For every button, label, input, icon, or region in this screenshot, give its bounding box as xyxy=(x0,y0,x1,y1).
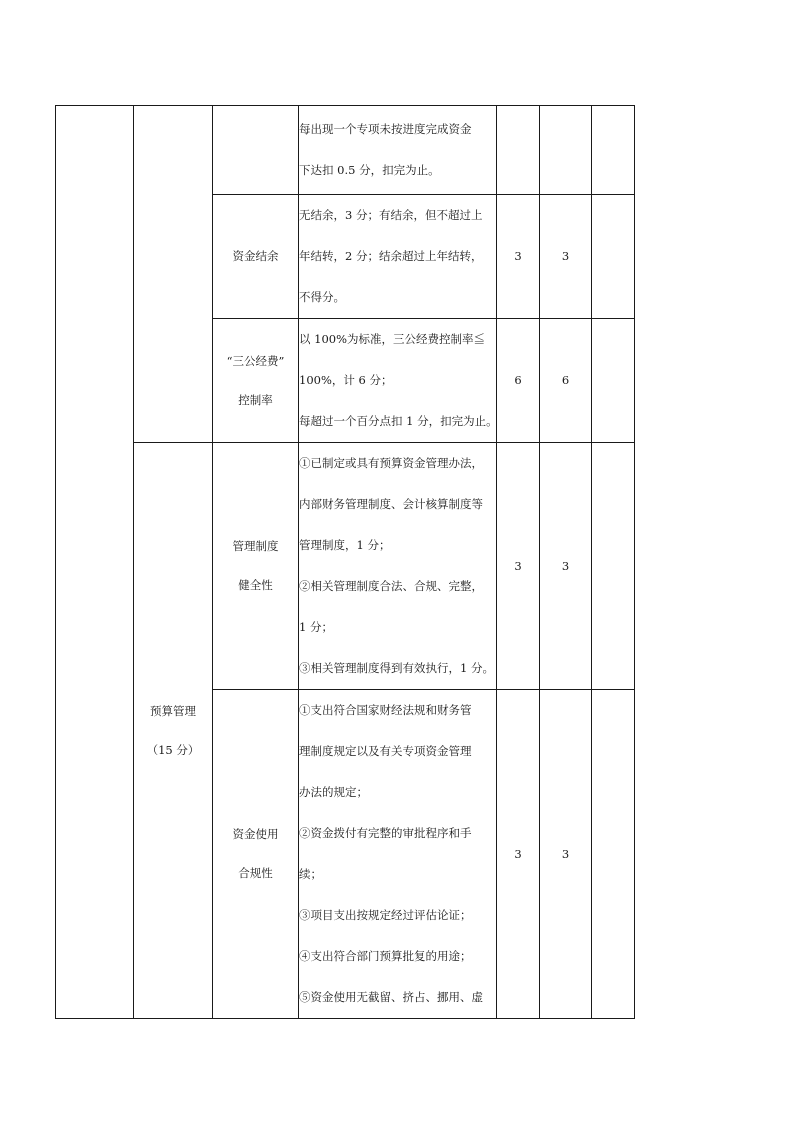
indicator-label: 资金结余 xyxy=(232,249,279,263)
indicator-label: 控制率 xyxy=(238,392,273,407)
category-label: 预算管理 xyxy=(150,703,196,718)
remark-cell xyxy=(592,443,635,690)
criteria-line: ③相关管理制度得到有效执行，1 分。 xyxy=(299,661,494,675)
criteria-line: 续； xyxy=(299,867,322,881)
criteria-line: 100%，计 6 分； xyxy=(299,373,393,387)
criteria-line: ②资金拨付有完整的审批程序和手 xyxy=(299,826,472,840)
weight-cell: 3 xyxy=(497,443,540,690)
indicator-label: 合规性 xyxy=(238,866,273,880)
score-cell: 3 xyxy=(540,195,592,319)
indicator-label: 资金使用 xyxy=(232,827,279,841)
indicator-label: 管理制度 xyxy=(232,539,279,553)
weight-cell: 6 xyxy=(497,319,540,443)
indicator-label: 健全性 xyxy=(238,578,273,592)
category-cell-continued xyxy=(134,106,213,443)
criteria-line: 1 分； xyxy=(299,620,333,634)
criteria-line: 内部财务管理制度、会计核算制度等 xyxy=(299,497,483,511)
weight-cell: 3 xyxy=(497,195,540,319)
score-cell: 3 xyxy=(540,443,592,690)
remark-cell xyxy=(592,106,635,195)
criteria-line: 无结余，3 分；有结余，但不超过上 xyxy=(299,208,483,222)
criteria-cell xyxy=(299,195,497,319)
score-cell: 6 xyxy=(540,319,592,443)
criteria-line: 理制度规定以及有关专项资金管理 xyxy=(299,744,472,758)
criteria-line: 办法的规定； xyxy=(299,785,368,799)
remark-cell xyxy=(592,319,635,443)
criteria-line: 每出现一个专项未按进度完成资金 xyxy=(299,122,472,136)
indicator-cell xyxy=(213,690,299,1019)
indicator-label: “三公经费” xyxy=(226,353,285,368)
first-column-cell xyxy=(56,106,134,1019)
table-row xyxy=(56,443,635,690)
criteria-line: ②相关管理制度合法、合规、完整， xyxy=(299,579,483,593)
criteria-cell xyxy=(299,690,497,1019)
criteria-line: ①支出符合国家财经法规和财务管 xyxy=(299,703,472,717)
criteria-line: 以 100%为标准，三公经费控制率≦ xyxy=(299,332,486,346)
criteria-line: 下达扣 0.5 分，扣完为止。 xyxy=(299,163,440,177)
criteria-line: ③项目支出按规定经过评估论证； xyxy=(299,908,472,922)
evaluation-table xyxy=(55,105,635,1019)
weight-cell: 3 xyxy=(497,690,540,1019)
category-cell xyxy=(134,443,213,1019)
remark-cell xyxy=(592,690,635,1019)
score-cell: 3 xyxy=(540,690,592,1019)
score-cell xyxy=(540,106,592,195)
indicator-cell xyxy=(213,195,299,319)
criteria-cell xyxy=(299,106,497,195)
indicator-cell xyxy=(213,443,299,690)
criteria-line: ⑤资金使用无截留、挤占、挪用、虚 xyxy=(299,990,483,1004)
category-label: （15 分） xyxy=(146,742,200,757)
indicator-cell xyxy=(213,319,299,443)
criteria-cell xyxy=(299,443,497,690)
criteria-line: 年结转，2 分；结余超过上年结转， xyxy=(299,249,483,263)
criteria-line: ①已制定或具有预算资金管理办法， xyxy=(299,456,483,470)
weight-cell xyxy=(497,106,540,195)
table-row xyxy=(56,106,635,195)
criteria-line: ④支出符合部门预算批复的用途； xyxy=(299,949,472,963)
indicator-cell-continued xyxy=(213,106,299,195)
criteria-line: 管理制度，1 分； xyxy=(299,538,391,552)
remark-cell xyxy=(592,195,635,319)
criteria-cell xyxy=(299,319,497,443)
criteria-line: 每超过一个百分点扣 1 分，扣完为止。 xyxy=(299,414,498,428)
criteria-line: 不得分。 xyxy=(299,290,345,304)
